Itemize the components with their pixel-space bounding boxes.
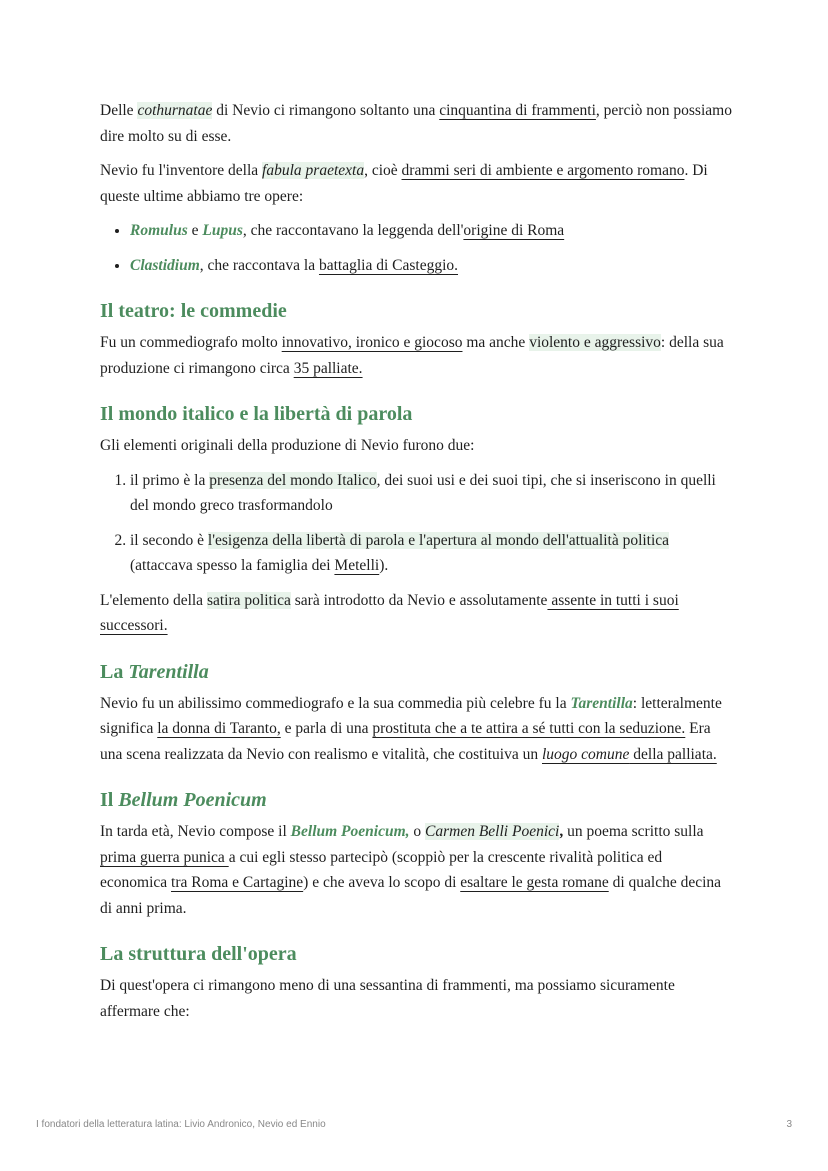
text: sarà introdotto da Nevio e assolutamente [290,591,548,609]
paragraph-tarentilla [100,691,732,768]
text: , perciò non possiamo dire molto su di esse. [100,102,732,145]
underlined-phrase: Metelli [334,557,380,574]
list-item [130,253,732,279]
text: Fu un commediografo molto [100,334,282,351]
underlined-phrase: luogo comune [542,745,630,763]
highlight-term: Carmen Belli Poenici [425,823,560,840]
underlined-phrase: cinquantina di frammenti [439,102,596,119]
underlined-phrase: drammi seri di ambiente e argomento romano [401,162,685,179]
text: : letteralmente significa [100,694,722,737]
paragraph-praetexta [100,158,732,209]
text: , [559,823,564,840]
page-number: 3 [786,1119,792,1130]
page-footer [36,1119,792,1130]
heading-struttura: La struttura dell'opera [100,943,297,965]
underlined-phrase: la donna di Taranto, [157,720,281,737]
heading-italic: Bellum Poenicum [118,789,267,811]
text: di Nevio ci rimangono soltanto una [212,102,440,119]
highlight-phrase: l'esigenza della libertà di parola e l'apertura al mondo dell'attualità politica [207,531,670,549]
highlight-term: fabula praetexta [262,162,365,179]
text: di qualche decina di anni prima. [100,874,722,917]
work-title: Bellum Poenicum, [290,823,410,840]
underlined-phrase: origine di Roma [463,222,565,239]
text: ) e che aveva lo scopo di [303,874,461,891]
highlight-phrase: satira politica [206,591,291,609]
text: Era una scena realizzata da Nevio con realismo e vitalità, che costituiva un [100,720,711,763]
text: il secondo è [130,531,208,549]
text: Delle [100,102,138,119]
underlined-phrase: battaglia di Casteggio. [318,256,459,274]
paragraph-elementi: Gli elementi originali della produzione di Nevio furono due: [100,437,475,454]
underlined-phrase: assente in tutti i suoi successori. [100,591,679,634]
heading-tarentilla [100,659,732,685]
work-title: Lupus [202,222,243,239]
text: un poema scritto sulla [563,823,704,840]
work-title: Clastidium [130,256,200,274]
list-item [130,468,732,519]
heading-italic: Tarentilla [128,660,209,683]
highlight-term: cothurnatae [137,102,213,119]
highlight-phrase: violento e aggressivo [529,334,661,351]
text: a cui egli stesso partecipò (scoppiò per la crescente rivalità politica ed economica [100,848,663,891]
elements-list [100,468,732,579]
underlined-phrase: esaltare le gesta romane [460,874,609,891]
text: Nevio fu l'inventore della [100,162,263,179]
work-title: Tarentilla [570,694,633,712]
work-title: Romulus [130,222,188,239]
heading-bellum-poenicum [100,787,732,813]
paragraph-cothurnatae [100,98,732,149]
text: e parla di una [280,720,373,737]
text: , che raccontava la [199,256,319,274]
underlined-phrase: 35 palliate. [293,359,363,377]
heading-mondo-italico: Il mondo italico e la libertà di parola [100,403,413,425]
underlined-phrase: prostituta che a te attira a sé tutti con la seduzione. [372,720,686,737]
text: (attaccava spesso la famiglia dei [130,557,335,574]
praetexta-works-list [100,218,732,278]
text: Il [100,789,119,811]
list-item [130,528,732,579]
text: La [100,660,129,683]
text: ). [379,557,389,574]
heading-teatro: Il teatro: le commedie [100,300,287,322]
underlined-phrase: prima guerra punica [100,848,229,866]
text: Nevio fu un abilissimo commediografo e la sua commedia più celebre fu la [100,694,571,712]
document-body [100,98,732,1033]
text: L'elemento della [100,591,207,609]
text: , cioè [364,162,402,179]
text: , dei suoi usi e dei suoi tipi, che si inseriscono in quelli del mondo greco trasformandolo [130,471,716,514]
text: In tarda età, Nevio compose il [100,823,291,840]
text: e [187,222,203,239]
paragraph-struttura: Di quest'opera ci rimangono meno di una sessantina di frammenti, ma possiamo sicuramente affermare che: [100,977,675,1020]
highlight-phrase: presenza del mondo Italico [209,471,377,489]
text: : della sua produzione ci rimangono circa [100,334,724,377]
underlined-phrase: della palliata. [629,745,717,763]
text: il primo è la [130,471,210,489]
text: . Di queste ultime abbiamo tre opere: [100,162,708,205]
footer-title: I fondatori della letteratura latina: Livio Andronico, Nevio ed Ennio [36,1119,326,1130]
paragraph-commedie [100,330,732,381]
paragraph-satira [100,588,732,639]
paragraph-bellum [100,819,732,921]
text: ma anche [462,334,530,351]
underlined-phrase: innovativo, ironico e giocoso [281,334,463,351]
text: , che raccontavano la leggenda dell' [242,222,464,239]
text: o [409,823,426,840]
underlined-phrase: tra Roma e Cartagine [171,874,304,891]
list-item [130,218,732,244]
